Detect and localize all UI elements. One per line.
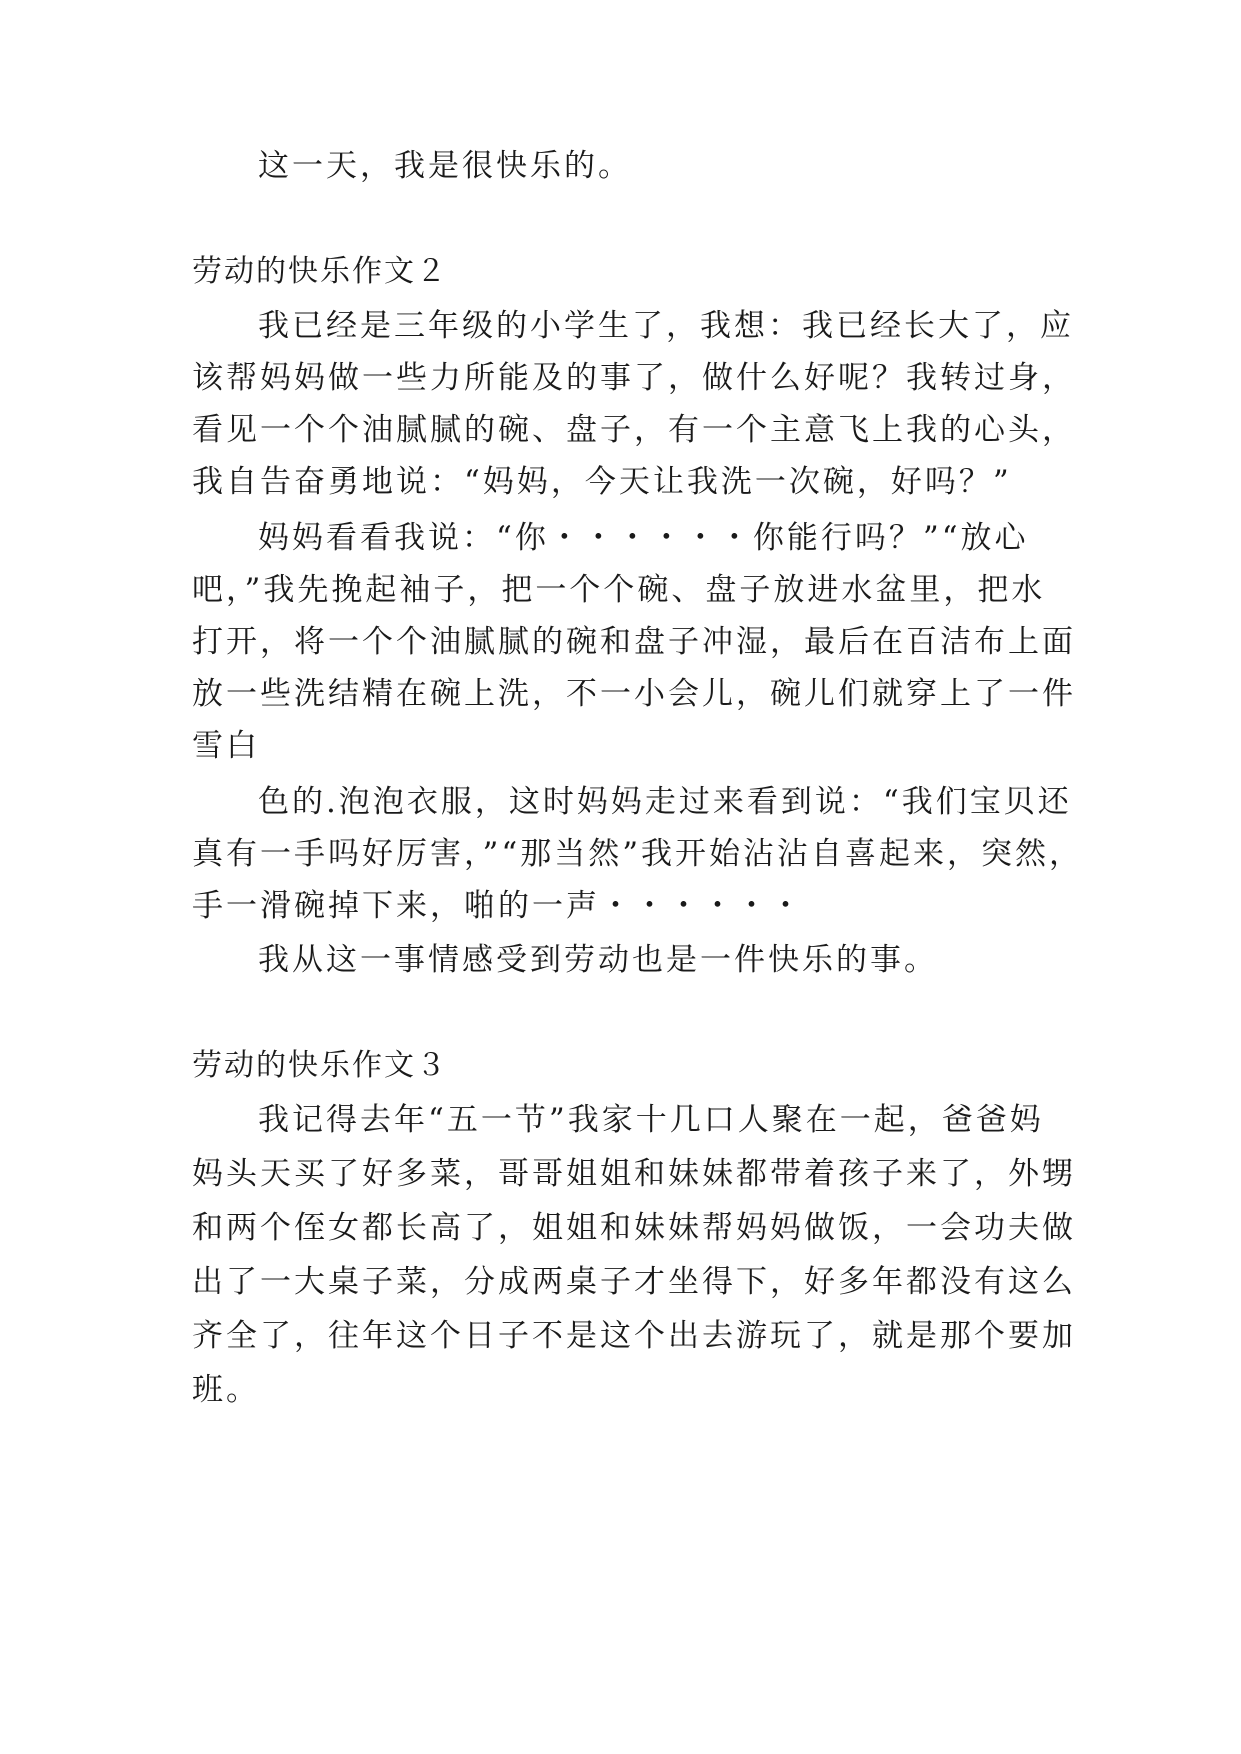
section-heading-2: 劳动的快乐作文２ — [192, 254, 448, 289]
text-line: 打开，将一个个油腻腻的碗和盘子冲湿，最后在百洁布上面 — [192, 624, 1076, 660]
text-line: 班。 — [192, 1372, 260, 1408]
text-line: 该帮妈妈做一些力所能及的事了，做什么好呢？我转过身， — [192, 360, 1076, 396]
text-line: 我已经是三年级的小学生了，我想：我已经长大了，应 — [258, 308, 1074, 344]
text-line: 我记得去年“五一节”我家十几口人聚在一起，爸爸妈 — [258, 1102, 1044, 1138]
text-line: 出了一大桌子菜，分成两桌子才坐得下，好多年都没有这么 — [192, 1264, 1076, 1300]
text-line: 齐全了，往年这个日子不是这个出去游玩了，就是那个要加 — [192, 1318, 1076, 1354]
text-line: 我从这一事情感受到劳动也是一件快乐的事。 — [258, 942, 938, 978]
text-line: 雪白 — [192, 728, 260, 764]
text-line: 手一滑碗掉下来，啪的一声・・・・・・ — [192, 888, 804, 924]
text-line: 放一些洗结精在碗上洗，不一小会儿，碗儿们就穿上了一件 — [192, 676, 1076, 712]
text-line: 我自告奋勇地说：“妈妈，今天让我洗一次碗，好吗？” — [192, 464, 1012, 500]
section-heading-3: 劳动的快乐作文３ — [192, 1048, 448, 1083]
text-line: 妈头天买了好多菜，哥哥姐姐和妹妹都带着孩子来了，外甥 — [192, 1156, 1076, 1192]
text-line: 色的.泡泡衣服，这时妈妈走过来看到说：“我们宝贝还 — [258, 784, 1072, 820]
text-line: 吧，”我先挽起袖子，把一个个碗、盘子放进水盆里，把水 — [192, 572, 1046, 608]
text-line: 真有一手吗好厉害，”“那当然”我开始沾沾自喜起来，突然， — [192, 836, 1084, 872]
text-line: 看见一个个油腻腻的碗、盘子，有一个主意飞上我的心头， — [192, 412, 1076, 448]
text-line: 妈妈看看我说：“你・・・・・・你能行吗？”“放心 — [258, 520, 1029, 556]
closing-line: 这一天，我是很快乐的。 — [258, 148, 632, 184]
text-line: 和两个侄女都长高了，姐姐和妹妹帮妈妈做饭，一会功夫做 — [192, 1210, 1076, 1246]
